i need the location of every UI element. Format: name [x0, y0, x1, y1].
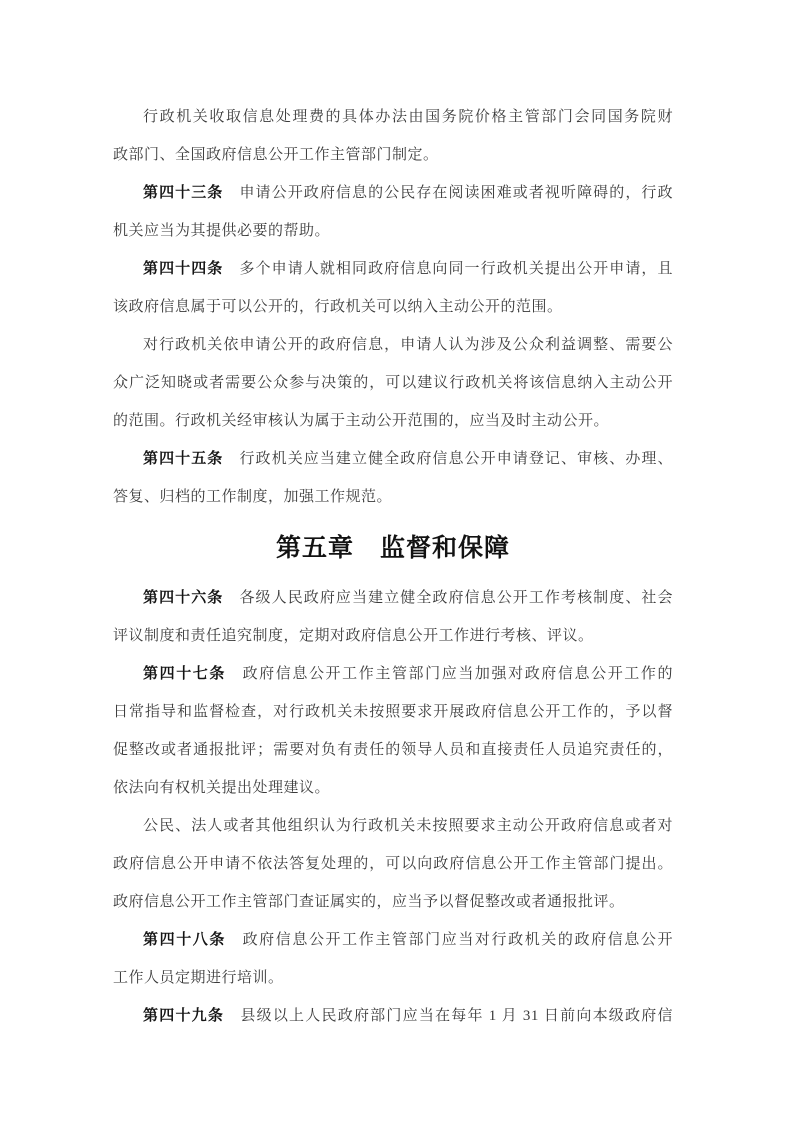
text-segment: 工作人员定期进行培训。	[113, 970, 284, 986]
text-line	[113, 402, 673, 440]
paragraph	[113, 655, 673, 807]
text-segment: 机关应当为其提供必要的帮助。	[113, 223, 331, 239]
article-number: 第四十九条	[143, 1008, 225, 1024]
text-segment: 政部门、全国政府信息公开工作主管部门制定。	[113, 147, 439, 163]
paragraph	[113, 250, 673, 326]
text-line	[113, 136, 673, 174]
text-segment: 各级人民政府应当建立健全政府信息公开工作考核制度、社会	[223, 590, 673, 606]
article-number: 第四十七条	[143, 666, 226, 682]
text-segment: 公民、法人或者其他组织认为行政机关未按照要求主动公开政府信息或者对	[143, 818, 673, 834]
paragraph	[113, 174, 673, 250]
text-segment: 该政府信息属于可以公开的，行政机关可以纳入主动公开的范围。	[113, 299, 563, 315]
text-segment: 政府信息公开工作主管部门查证属实的，应当予以督促整改或者通报批评。	[113, 894, 625, 910]
article-number: 第四十六条	[143, 590, 224, 606]
text-segment: 行政机关收取信息处理费的具体办法由国务院价格主管部门会同国务院财	[143, 109, 673, 125]
text-line	[113, 440, 673, 478]
text-line	[113, 478, 673, 516]
text-line	[113, 288, 673, 326]
text-segment: 评议制度和责任追究制度，定期对政府信息公开工作进行考核、评议。	[113, 628, 594, 644]
text-line	[113, 326, 673, 364]
paragraph	[113, 579, 673, 655]
text-line	[113, 364, 673, 402]
text-segment: 政府信息公开工作主管部门应当对行政机关的政府信息公开	[225, 932, 673, 948]
text-line	[113, 98, 673, 136]
text-line	[113, 769, 673, 807]
text-line	[113, 174, 673, 212]
text-line	[113, 807, 673, 845]
text-segment: 依法向有权机关提出处理建议。	[113, 780, 331, 796]
text-line	[113, 997, 673, 1035]
text-segment: 对行政机关依申请公开的政府信息，申请人认为涉及公众利益调整、需要公	[143, 337, 673, 353]
text-line	[113, 693, 673, 731]
text-line	[113, 579, 673, 617]
paragraph	[113, 326, 673, 440]
article-number: 第四十三条	[143, 185, 224, 201]
chapter-heading: 第五章 监督和保障	[275, 534, 510, 562]
text-segment: 政府信息公开工作主管部门应当加强对政府信息公开工作的	[225, 666, 673, 682]
paragraph	[113, 997, 673, 1035]
text-line	[113, 212, 673, 250]
document-body	[113, 98, 673, 1035]
text-segment: 政府信息公开申请不依法答复处理的，可以向政府信息公开工作主管部门提出。	[113, 856, 673, 872]
text-line	[113, 845, 673, 883]
text-segment: 答复、归档的工作制度，加强工作规范。	[113, 489, 393, 505]
text-segment: 申请公开政府信息的公民存在阅读困难或者视听障碍的，行政	[223, 185, 673, 201]
text-segment: 多个申请人就相同政府信息向同一行政机关提出公开申请，且	[223, 261, 673, 277]
text-line	[113, 883, 673, 921]
text-segment: 的范围。行政机关经审核认为属于主动公开范围的，应当及时主动公开。	[113, 413, 610, 429]
text-segment: 县级以上人民政府部门应当在每年 1 月 31 日前向本级政府信	[224, 1008, 673, 1024]
text-segment: 促整改或者通报批评；需要对负有责任的领导人员和直接责任人员追究责任的，	[113, 742, 673, 758]
text-line	[113, 959, 673, 997]
text-line	[113, 921, 673, 959]
article-number: 第四十四条	[143, 261, 224, 277]
paragraph	[113, 921, 673, 997]
paragraph	[113, 98, 673, 174]
text-line	[113, 731, 673, 769]
text-line	[113, 617, 673, 655]
paragraph	[113, 807, 673, 921]
paragraph	[113, 440, 673, 516]
text-segment: 日常指导和监督检查，对行政机关未按照要求开展政府信息公开工作的，予以督	[113, 704, 673, 720]
article-number: 第四十五条	[143, 451, 224, 467]
article-number: 第四十八条	[143, 932, 226, 948]
text-segment: 众广泛知晓或者需要公众参与决策的，可以建议行政机关将该信息纳入主动公开	[113, 375, 673, 391]
text-line	[113, 250, 673, 288]
text-segment: 行政机关应当建立健全政府信息公开申请登记、审核、办理、	[223, 451, 673, 467]
text-line	[113, 655, 673, 693]
